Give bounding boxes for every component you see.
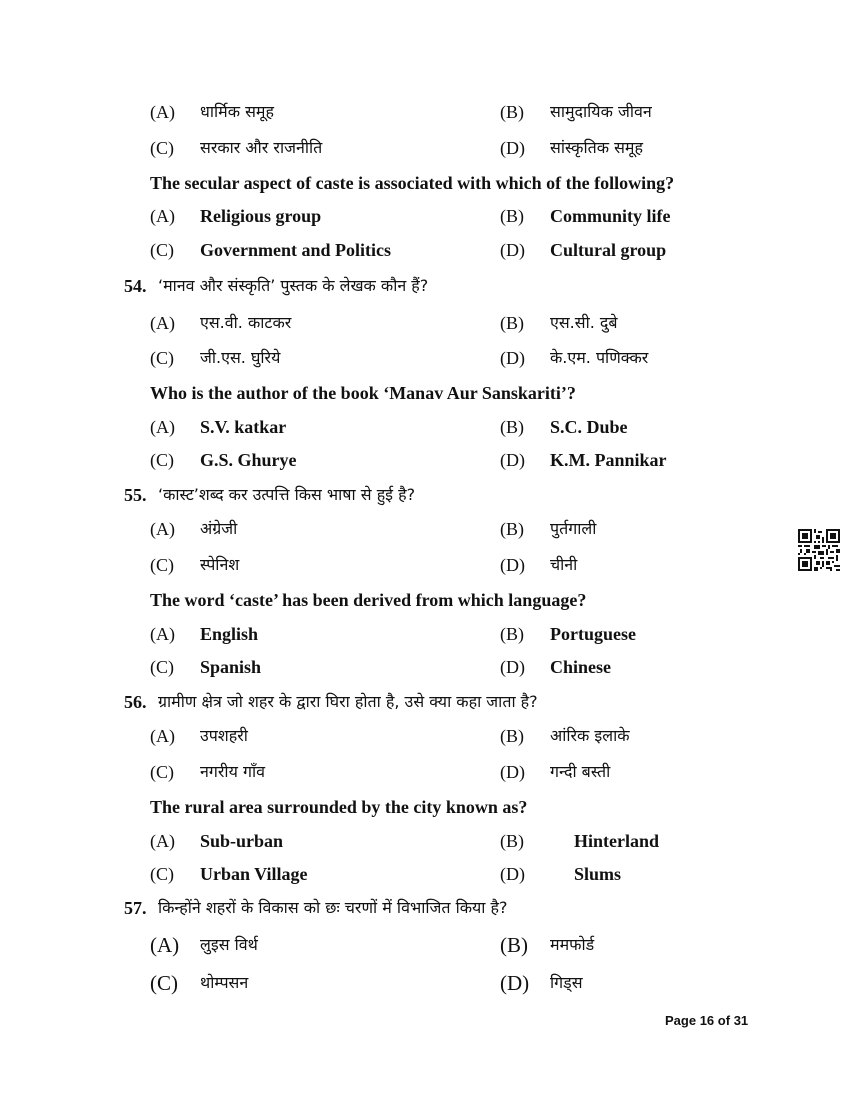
option-label: (C) bbox=[150, 555, 174, 575]
question-text-english: The rural area surrounded by the city known as? bbox=[150, 797, 528, 817]
option-label: (A) bbox=[150, 206, 175, 226]
question-text-english: The word ‘caste’ has been derived from which language? bbox=[150, 590, 587, 610]
option-label: (B) bbox=[500, 726, 524, 746]
option-text: Urban Village bbox=[200, 864, 308, 884]
option-label: (D) bbox=[500, 138, 525, 158]
question-text-english: The secular aspect of caste is associated with which of the following? bbox=[150, 173, 675, 193]
option-text: एस.वी. काटकर bbox=[200, 313, 292, 332]
option-label: (C) bbox=[150, 348, 174, 368]
option-label: (D) bbox=[500, 555, 525, 575]
option-label: (B) bbox=[500, 831, 524, 851]
option-text: Cultural group bbox=[550, 240, 667, 260]
option-label: (C) bbox=[150, 762, 174, 782]
option-text: थोम्पसन bbox=[200, 973, 249, 992]
page-current: 16 bbox=[699, 1013, 715, 1028]
option-text: स्पेनिश bbox=[200, 555, 240, 574]
option-text: सामुदायिक जीवन bbox=[550, 102, 652, 121]
option-label: (C) bbox=[150, 971, 178, 995]
option-text: Hinterland bbox=[574, 831, 660, 851]
option-text: गन्दी बस्ती bbox=[550, 762, 611, 781]
question-number: 56. bbox=[124, 692, 147, 712]
option-label: (D) bbox=[500, 657, 525, 677]
option-label: (D) bbox=[500, 762, 525, 782]
option-label: (B) bbox=[500, 417, 524, 437]
option-label: (B) bbox=[500, 519, 524, 539]
option-label: (D) bbox=[500, 240, 525, 260]
option-label: (B) bbox=[500, 624, 524, 644]
option-text: Religious group bbox=[200, 206, 322, 226]
option-text: पुर्तगाली bbox=[550, 519, 597, 538]
page-of: of bbox=[717, 1013, 731, 1028]
option-text: नगरीय गाँव bbox=[200, 762, 265, 781]
option-label: (D) bbox=[500, 348, 525, 368]
option-text: Sub-urban bbox=[200, 831, 284, 851]
option-label: (A) bbox=[150, 102, 175, 122]
option-label: (A) bbox=[150, 519, 175, 539]
option-text: Spanish bbox=[200, 657, 262, 677]
option-text: Community life bbox=[550, 206, 671, 226]
option-label: (B) bbox=[500, 313, 524, 333]
option-text: चीनी bbox=[550, 555, 578, 574]
option-label: (D) bbox=[500, 864, 525, 884]
option-text: ममफोर्ड bbox=[550, 935, 595, 954]
option-label: (C) bbox=[150, 657, 174, 677]
option-text: के.एम. पणिक्कर bbox=[550, 348, 649, 367]
option-text: आंरिक इलाके bbox=[550, 726, 630, 745]
option-label: (B) bbox=[500, 102, 524, 122]
question-number: 57. bbox=[124, 898, 147, 918]
question-text-english: Who is the author of the book ‘Manav Aur Sanskariti’? bbox=[150, 383, 576, 403]
question-text-hindi: ग्रामीण क्षेत्र जो शहर के द्वारा घिरा होता है, उसे क्या कहा जाता है? bbox=[158, 692, 538, 711]
question-text-hindi: ‘कास्ट’शब्द कर उत्पत्ति किस भाषा से हुई है? bbox=[158, 485, 416, 504]
option-label: (C) bbox=[150, 450, 174, 470]
option-text: Portuguese bbox=[550, 624, 636, 644]
option-label: (C) bbox=[150, 138, 174, 158]
question-text-hindi: किन्होंने शहरों के विकास को छः चरणों में विभाजित किया है? bbox=[158, 898, 508, 917]
option-label: (A) bbox=[150, 726, 175, 746]
option-label: (A) bbox=[150, 313, 175, 333]
option-text: सांस्कृतिक समूह bbox=[550, 138, 643, 157]
qr-code-icon bbox=[798, 529, 840, 571]
option-text: धार्मिक समूह bbox=[200, 102, 274, 121]
option-label: (A) bbox=[150, 417, 175, 437]
page-number bbox=[665, 1013, 748, 1028]
option-text: G.S. Ghurye bbox=[200, 450, 297, 470]
option-text: लुइस विर्थ bbox=[200, 935, 258, 954]
option-label: (B) bbox=[500, 933, 528, 957]
option-text: Slums bbox=[574, 864, 622, 884]
option-label: (C) bbox=[150, 240, 174, 260]
option-text: सरकार और राजनीति bbox=[200, 138, 323, 157]
option-label: (A) bbox=[150, 624, 175, 644]
question-text-hindi: ‘मानव और संस्कृति’ पुस्तक के लेखक कौन हैं? bbox=[158, 276, 429, 295]
option-text: जी.एस. घुरिये bbox=[200, 348, 281, 367]
option-label: (A) bbox=[150, 831, 175, 851]
option-text: K.M. Pannikar bbox=[550, 450, 667, 470]
option-text: उपशहरी bbox=[200, 726, 248, 745]
option-text: गिड्स bbox=[550, 973, 583, 992]
option-text: एस.सी. दुबे bbox=[550, 313, 618, 332]
option-label: (A) bbox=[150, 933, 180, 957]
option-label: (D) bbox=[500, 450, 525, 470]
option-label: (B) bbox=[500, 206, 524, 226]
option-text: S.V. katkar bbox=[200, 417, 287, 437]
option-label: (C) bbox=[150, 864, 174, 884]
option-text: अंग्रेजी bbox=[200, 519, 238, 538]
option-text: Chinese bbox=[550, 657, 612, 677]
option-text: English bbox=[200, 624, 259, 644]
page-prefix: Page bbox=[665, 1013, 697, 1028]
option-label: (D) bbox=[500, 971, 530, 995]
question-number: 55. bbox=[124, 485, 147, 505]
option-text: S.C. Dube bbox=[550, 417, 628, 437]
page-total: 31 bbox=[733, 1013, 749, 1028]
question-number: 54. bbox=[124, 276, 147, 296]
option-text: Government and Politics bbox=[200, 240, 391, 260]
